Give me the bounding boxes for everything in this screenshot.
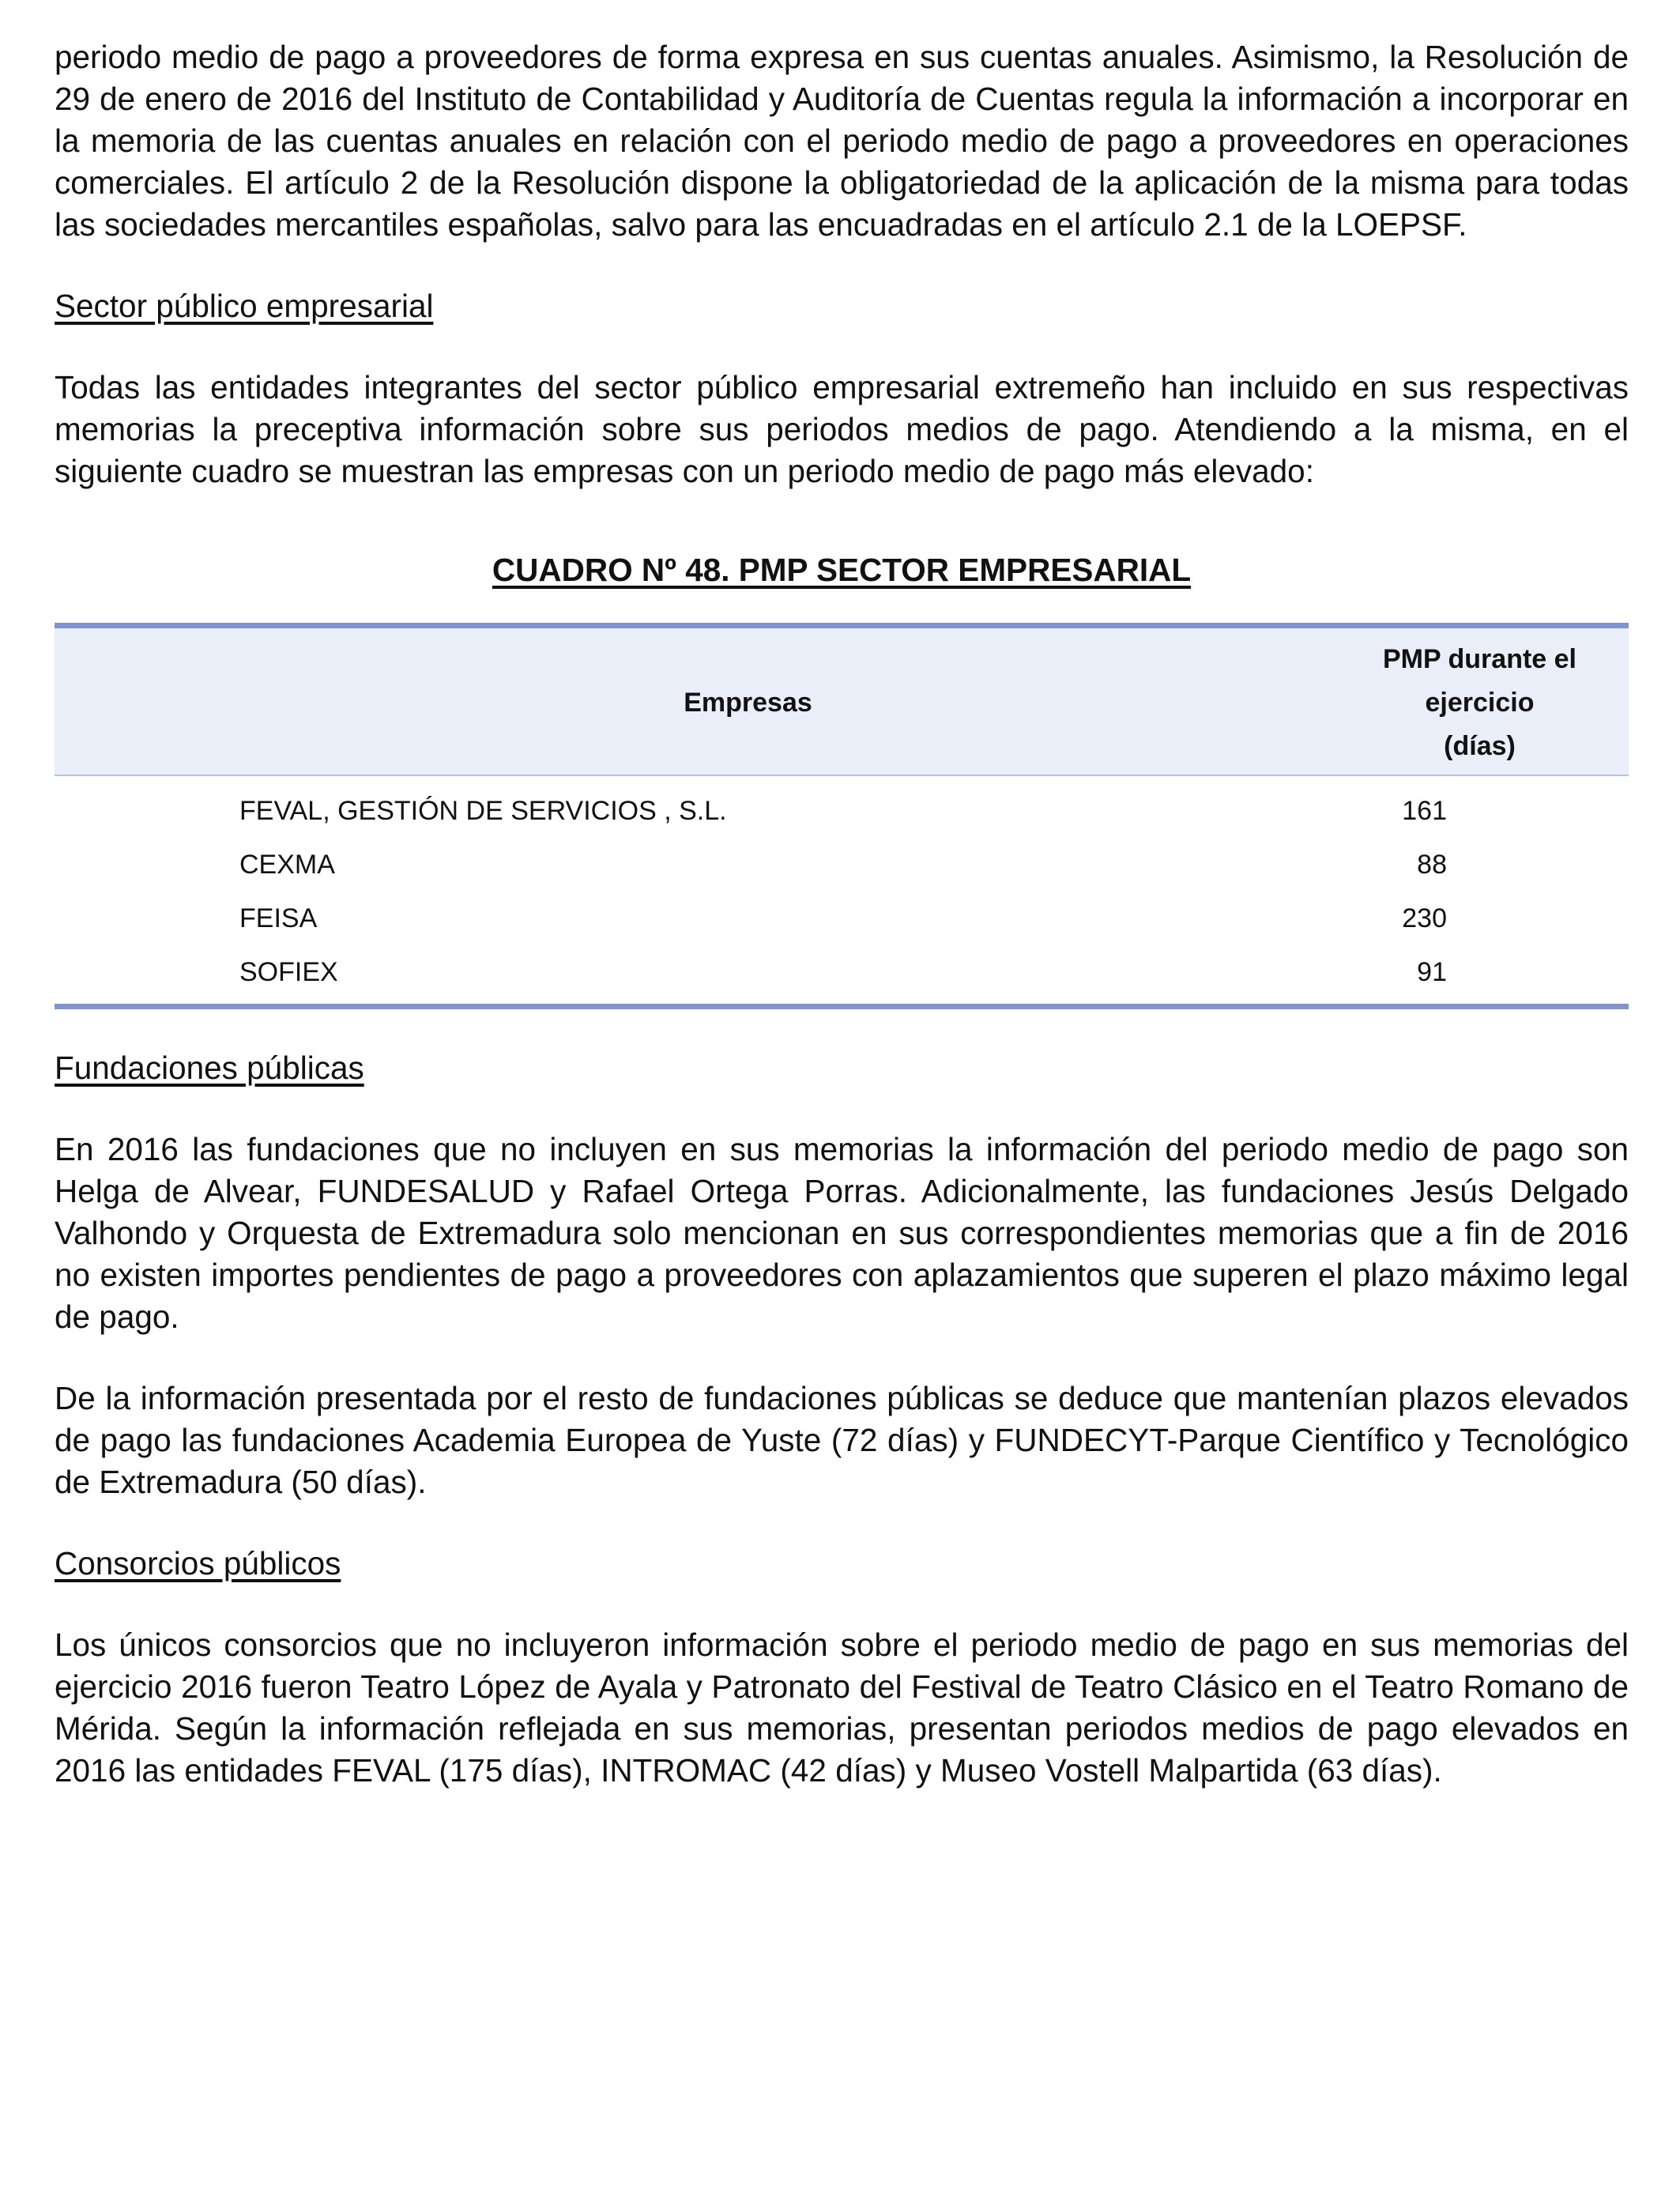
column-header-pmp-line1: PMP durante el ejercicio (1383, 644, 1576, 718)
cell-empresa: FEISA (239, 903, 318, 933)
column-header-pmp (1331, 626, 1629, 776)
intro-paragraph: periodo medio de pago a proveedores de forma expresa en sus cuentas anuales. Asimismo, la Resolución de 29 de enero de 2016 del Instituto de Contabilidad y Auditoría de Cuentas regula la información a incorporar en la memoria de las cuentas anuales en relación con el periodo medio de pago a proveedores en operaciones comerciales. El artículo 2 de la Resolución dispone la obligatoriedad de la aplicación de la misma para todas las sociedades mercantiles españolas, salvo para las encuadradas en el artículo 2.1 de la LOEPSF. (55, 39, 1629, 243)
section-heading-fundaciones: Fundaciones públicas (55, 1050, 364, 1086)
table-row (55, 945, 1629, 1007)
table-row (55, 775, 1629, 838)
fundaciones-paragraph-1: En 2016 las fundaciones que no incluyen en sus memorias la información del periodo medio de pago son Helga de Alvear, FUNDESALUD y Rafael Ortega Porras. Adicionalmente, las fundaciones Jesús Delgado Valhondo y Orquesta de Extremadura solo mencionan en sus correspondientes memorias que a fin de 2016 no existen importes pendientes de pago a proveedores con aplazamientos que superen el plazo máximo legal de pago. (55, 1131, 1629, 1335)
section-heading-sector-publico: Sector público empresarial (55, 288, 434, 324)
cell-pmp: 91 (1331, 945, 1629, 1007)
column-header-pmp-line2: (días) (1444, 731, 1516, 761)
cell-pmp: 230 (1402, 903, 1447, 933)
section-heading-consorcios: Consorcios públicos (55, 1545, 341, 1581)
fundaciones-paragraph-2: De la información presentada por el resto de fundaciones públicas se deduce que mantenían plazos elevados de pago las fundaciones Academia Europea de Yuste (72 días) y FUNDECYT-Parque Científico y Tecnológico de Extremadura (50 días). (55, 1380, 1629, 1500)
consorcios-paragraph: Los únicos consorcios que no incluyeron información sobre el periodo medio de pago en sus memorias del ejercicio 2016 fueron Teatro López de Ayala y Patronato del Festival de Teatro Clásico en el Teatro Romano de Mérida. Según la información reflejada en sus memorias, presentan periodos medios de pago elevados en 2016 las entidades FEVAL (175 días), INTROMAC (42 días) y Museo Vostell Malpartida (63 días). (55, 1627, 1629, 1789)
cell-empresa: SOFIEX (55, 945, 1331, 1007)
table-row (55, 892, 1629, 945)
cell-pmp: 161 (1402, 796, 1447, 826)
cell-empresa: CEXMA (239, 850, 335, 880)
cell-pmp: 88 (1417, 850, 1447, 880)
column-header-empresas: Empresas (55, 626, 1331, 776)
table-header-row (55, 626, 1629, 776)
table-title: CUADRO Nº 48. PMP SECTOR EMPRESARIAL (492, 552, 1192, 588)
pmp-table (55, 623, 1629, 1009)
document-page (55, 36, 1629, 1792)
sector-publico-paragraph: Todas las entidades integrantes del sector público empresarial extremeño han incluido en sus respectivas memorias la preceptiva información sobre sus periodos medios de pago. Atendiendo a la misma, en el siguiente cuadro se muestran las empresas con un periodo medio de pago más elevado: (55, 369, 1629, 489)
cell-empresa: FEVAL, GESTIÓN DE SERVICIOS , S.L. (239, 796, 727, 826)
table-row (55, 838, 1629, 892)
